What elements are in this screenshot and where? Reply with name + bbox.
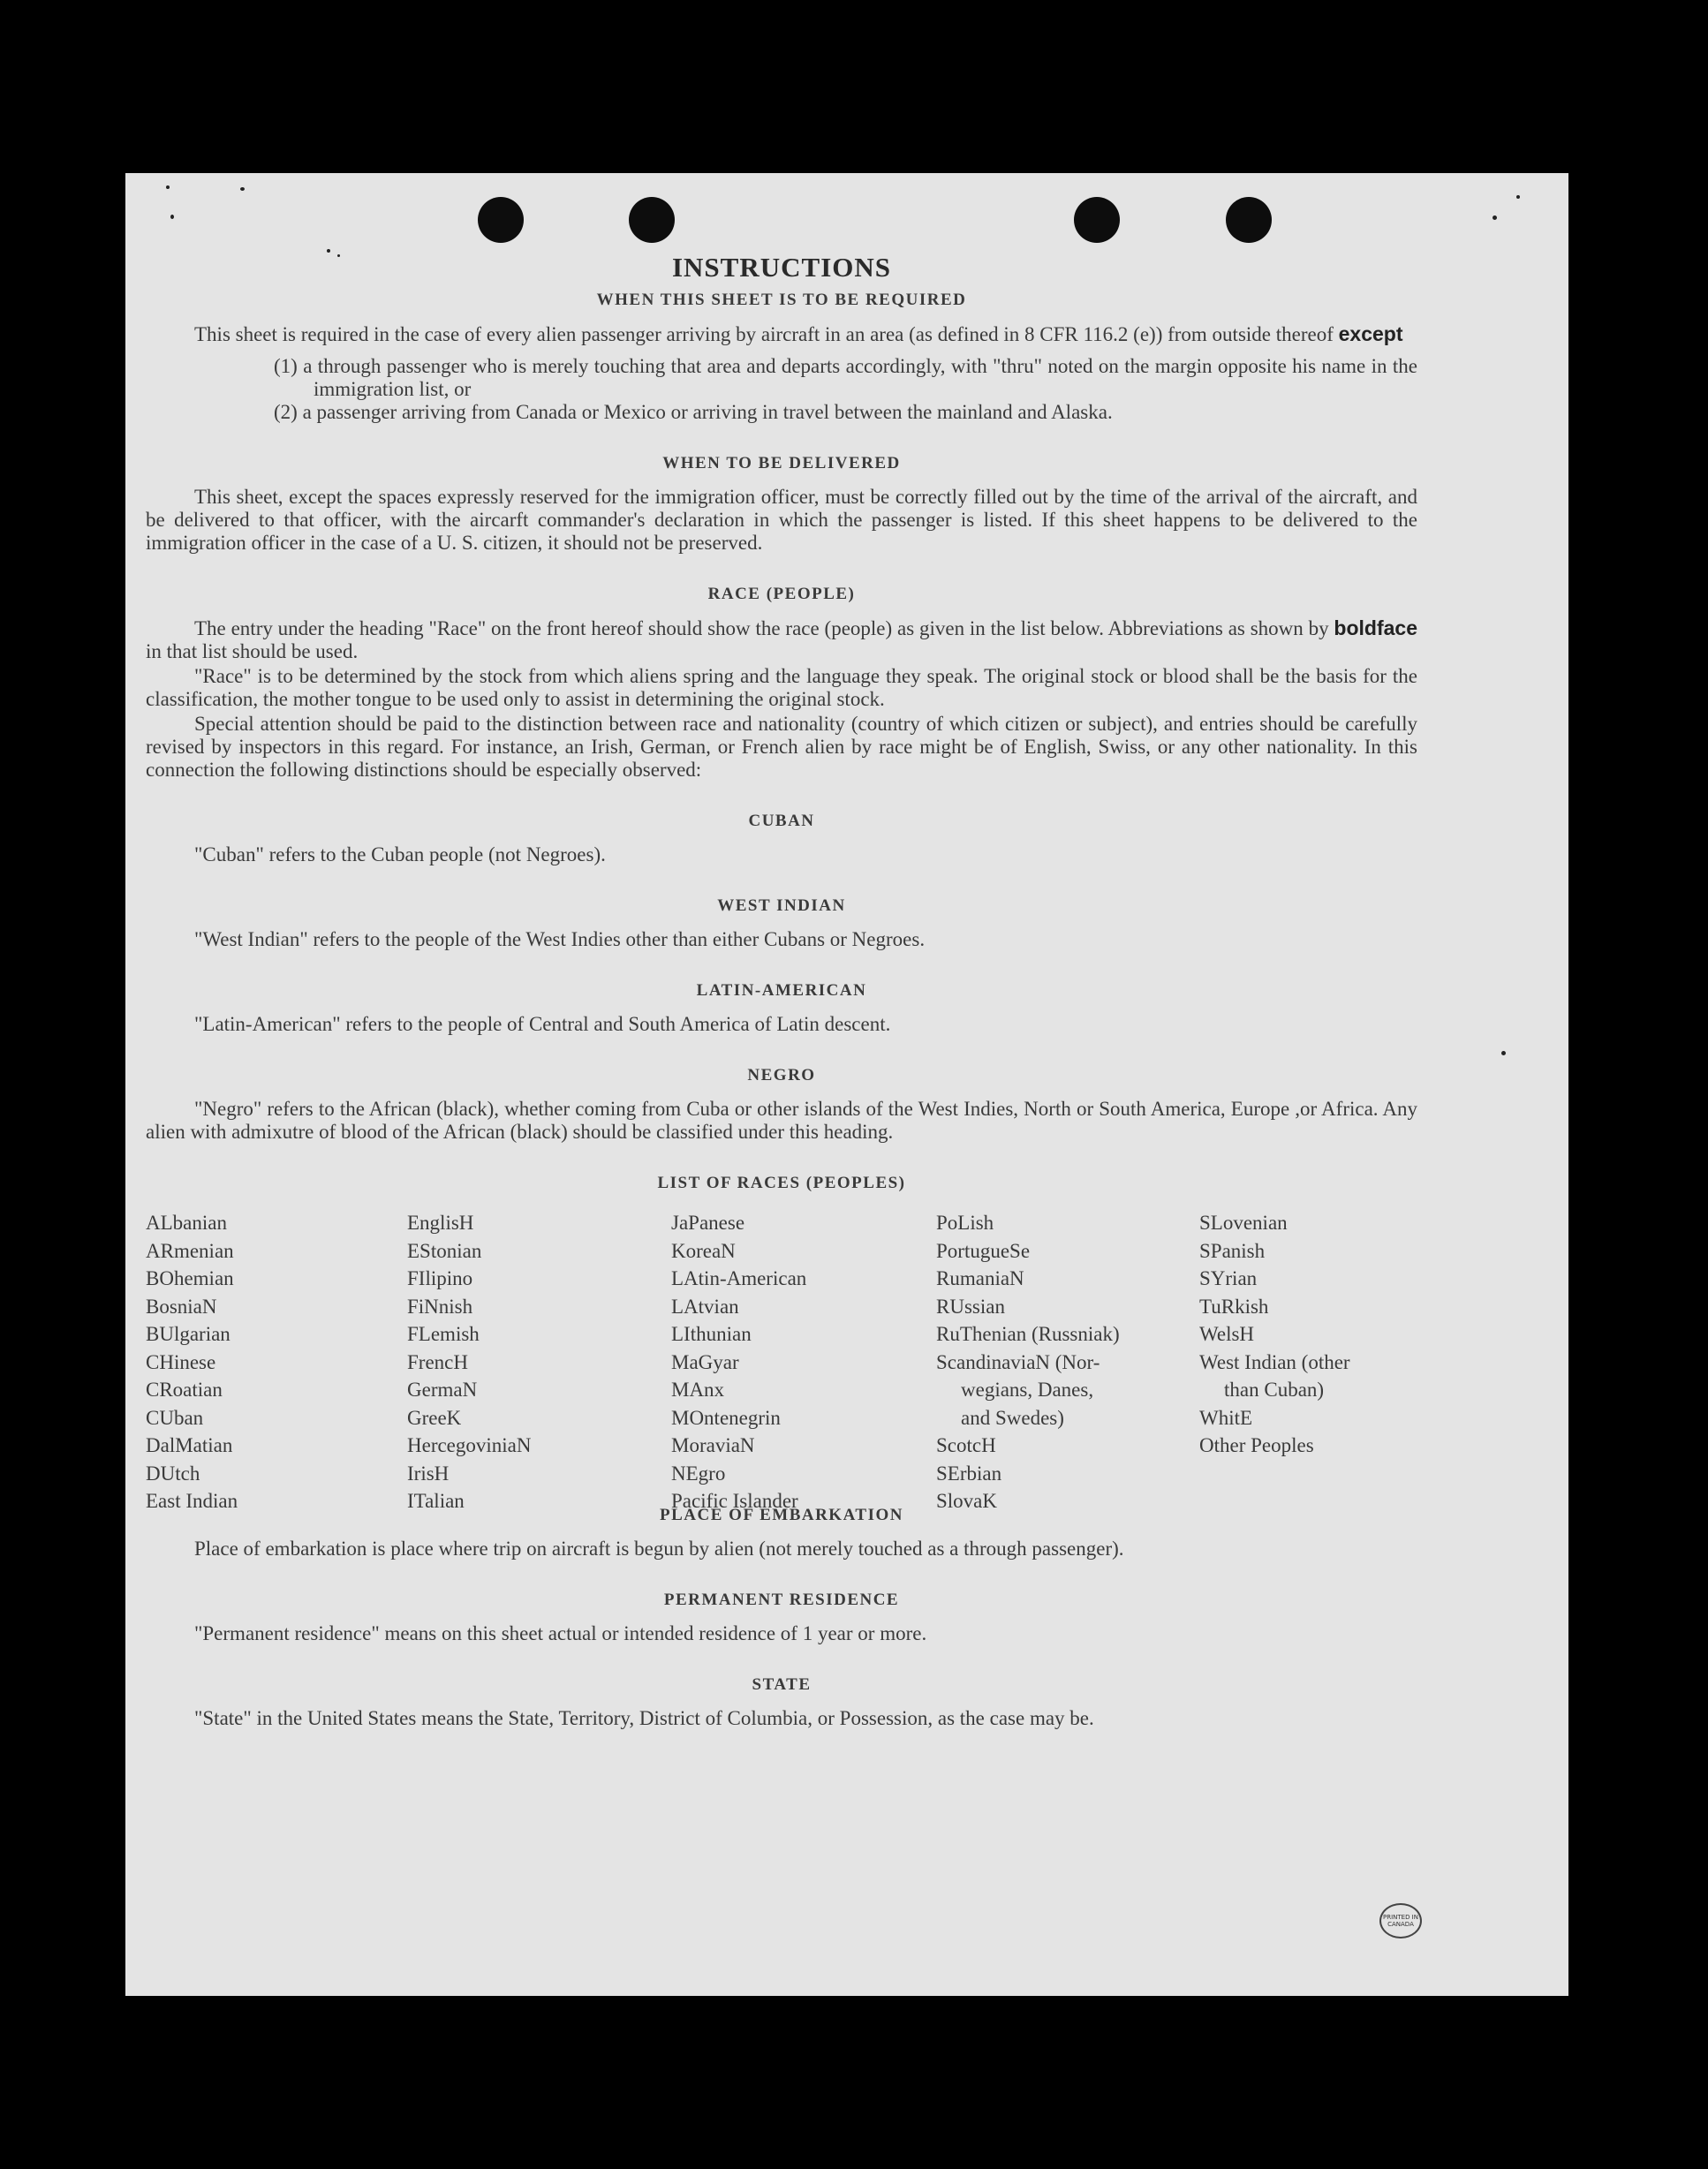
race-entry: LAtvian — [671, 1295, 739, 1318]
race-entry: SLovenian — [1199, 1212, 1288, 1234]
race-entry: LAtin-American — [671, 1267, 807, 1289]
race-entry: and Swedes) — [961, 1406, 1064, 1429]
race-entry: TuRkish — [1199, 1295, 1269, 1318]
race-entry: GermaN — [407, 1379, 478, 1401]
race-entry: LIthunian — [671, 1323, 752, 1345]
race-paragraph-3: Special attention should be paid to the distinction between race and nationality (country of which citizen or subject), and entries should be carefully revised by inspectors in this regard. For instance, an Irish, German, or French alien by race might be of English, Swiss, or any other nationality. In this connection the following distinctions should be especially observed: — [146, 713, 1417, 781]
race-entry: MoraviaN — [671, 1434, 755, 1456]
race-entry: Other Peoples — [1199, 1434, 1314, 1456]
printed-in-canada-stamp: PRINTED IN CANADA — [1379, 1903, 1422, 1938]
races-column-4 — [936, 1209, 1120, 1515]
race-entry: BOhemian — [146, 1267, 234, 1289]
races-column-5 — [1199, 1209, 1350, 1460]
race-entry: ScotcH — [936, 1434, 996, 1456]
section-heading-west-indian: WEST INDIAN — [717, 896, 846, 915]
race-entry: ARmenian — [146, 1239, 234, 1262]
race-entry: DUtch — [146, 1462, 200, 1485]
speck — [170, 215, 174, 219]
race-entry: IrisH — [407, 1462, 450, 1485]
race-entry: West Indian (other — [1199, 1350, 1350, 1373]
race-entry: NEgro — [671, 1462, 726, 1485]
race-entry: RUssian — [936, 1295, 1005, 1318]
punch-hole — [478, 197, 524, 243]
race-entry: FLemish — [407, 1323, 480, 1345]
race-entry: WhitE — [1199, 1406, 1253, 1429]
race-entry: HercegoviniaN — [407, 1434, 532, 1456]
punch-hole — [1074, 197, 1120, 243]
race-entry: SYrian — [1199, 1267, 1258, 1289]
west-indian-text: "West Indian" refers to the people of the West Indies other than either Cubans or Negroes. — [194, 928, 926, 950]
negro-text: "Negro" refers to the African (black), whether coming from Cuba or other islands of the West Indies, North or South America, Europe ,or Africa. Any alien with admixutre of blood of the African (black) should be classified under this heading. — [146, 1098, 1417, 1143]
race-entry: GreeK — [407, 1406, 462, 1429]
race-entry: PoLish — [936, 1212, 994, 1234]
race-entry: ScandinaviaN (Nor- — [936, 1350, 1100, 1373]
races-column-1 — [146, 1209, 238, 1515]
speck — [1501, 1051, 1506, 1055]
race-entry: BUlgarian — [146, 1323, 231, 1345]
race-entry: RumaniaN — [936, 1267, 1024, 1289]
races-column-2 — [407, 1209, 532, 1515]
race-entry: EnglisH — [407, 1212, 474, 1234]
embarkation-text: Place of embarkation is place where trip on aircraft is begun by alien (not merely touched as a through passenger). — [194, 1538, 1124, 1560]
cuban-text: "Cuban" refers to the Cuban people (not Negroes). — [194, 843, 606, 865]
race-entry: CRoatian — [146, 1379, 223, 1401]
section-heading-delivered: WHEN TO BE DELIVERED — [662, 454, 901, 472]
race-entry: SlovaK — [936, 1490, 997, 1512]
speck — [166, 185, 170, 189]
race-entry: EStonian — [407, 1239, 482, 1262]
race-entry: DalMatian — [146, 1434, 233, 1456]
race-entry: CUban — [146, 1406, 204, 1429]
race-entry: JaPanese — [671, 1212, 745, 1234]
races-list — [146, 1209, 1417, 1512]
race-paragraph-1: The entry under the heading "Race" on the front hereof should show the race (people) as given in the list below. Abbreviations as shown by boldface in that list should be used. — [146, 616, 1417, 662]
section-heading-list-of-races: LIST OF RACES (PEOPLES) — [657, 1174, 906, 1192]
race-entry: MOntenegrin — [671, 1406, 781, 1429]
section-heading-negro: NEGRO — [747, 1066, 816, 1084]
race-entry: than Cuban) — [1224, 1379, 1325, 1401]
speck — [1516, 195, 1520, 199]
race-entry: MaGyar — [671, 1350, 739, 1373]
race-entry: CHinese — [146, 1350, 216, 1373]
required-item-2: (2) a passenger arriving from Canada or Mexico or arriving in travel between the mainland and Alaska. — [274, 401, 1113, 423]
section-heading-cuban: CUBAN — [748, 812, 815, 830]
race-entry: East Indian — [146, 1490, 238, 1512]
page-title: INSTRUCTIONS — [671, 252, 891, 283]
speck — [1493, 215, 1497, 220]
required-intro: This sheet is required in the case of every alien passenger arriving by aircraft in an area (as defined in 8 CFR 116.2 (e)) from outside thereof except — [194, 322, 1403, 345]
race-entry: SErbian — [936, 1462, 1002, 1485]
race-entry: PortugueSe — [936, 1239, 1031, 1262]
races-column-3 — [671, 1209, 806, 1515]
punch-hole — [629, 197, 675, 243]
race-entry: wegians, Danes, — [961, 1379, 1094, 1401]
race-entry: ALbanian — [146, 1212, 227, 1234]
race-entry: FiNnish — [407, 1295, 473, 1318]
race-entry: KoreaN — [671, 1239, 736, 1262]
section-heading-latin-american: LATIN-AMERICAN — [696, 981, 867, 1000]
race-entry: WelsH — [1199, 1323, 1255, 1345]
section-heading-residence: PERMANENT RESIDENCE — [663, 1591, 900, 1609]
race-entry: FIlipino — [407, 1267, 473, 1289]
delivered-text: This sheet, except the spaces expressly reserved for the immigration officer, must be correctly filled out by the time of the arrival of the aircraft, and be delivered to that officer, with the aircarft commander's declaration in which the passenger is listed. If this sheet happens to be delivered to the immigration officer in the case of a U. S. citizen, it should not be preserved. — [146, 486, 1417, 554]
residence-text: "Permanent residence" means on this sheet actual or intended residence of 1 year or more. — [194, 1622, 927, 1644]
race-entry: RuThenian (Russniak) — [936, 1323, 1120, 1345]
section-heading-required: WHEN THIS SHEET IS TO BE REQUIRED — [596, 291, 967, 309]
section-heading-state: STATE — [752, 1675, 812, 1694]
race-entry: Pacific Islander — [671, 1490, 798, 1512]
document-body — [146, 252, 1417, 1730]
required-item-1: (1) a through passenger who is merely touching that area and departs accordingly, with "thru" noted on the margin opposite his name in the immigration list, or — [274, 355, 1417, 400]
section-heading-race: RACE (PEOPLE) — [707, 585, 856, 603]
race-entry: SPanish — [1199, 1239, 1266, 1262]
latin-american-text: "Latin-American" refers to the people of Central and South America of Latin descent. — [194, 1013, 891, 1035]
race-entry: BosniaN — [146, 1295, 217, 1318]
section-heading-embarkation: PLACE OF EMBARKATION — [660, 1506, 903, 1524]
punch-hole — [1226, 197, 1272, 243]
race-entry: FrencH — [407, 1350, 468, 1373]
race-paragraph-2: "Race" is to be determined by the stock from which aliens spring and the language they speak. The original stock or blood shall be the basis for the classification, the mother tongue to be used only to assist in determining the original stock. — [146, 665, 1417, 710]
state-text: "State" in the United States means the State, Territory, District of Columbia, or Possession, as the case may be. — [194, 1707, 1094, 1729]
race-entry: MAnx — [671, 1379, 725, 1401]
speck — [240, 187, 245, 191]
race-entry: ITalian — [407, 1490, 465, 1512]
